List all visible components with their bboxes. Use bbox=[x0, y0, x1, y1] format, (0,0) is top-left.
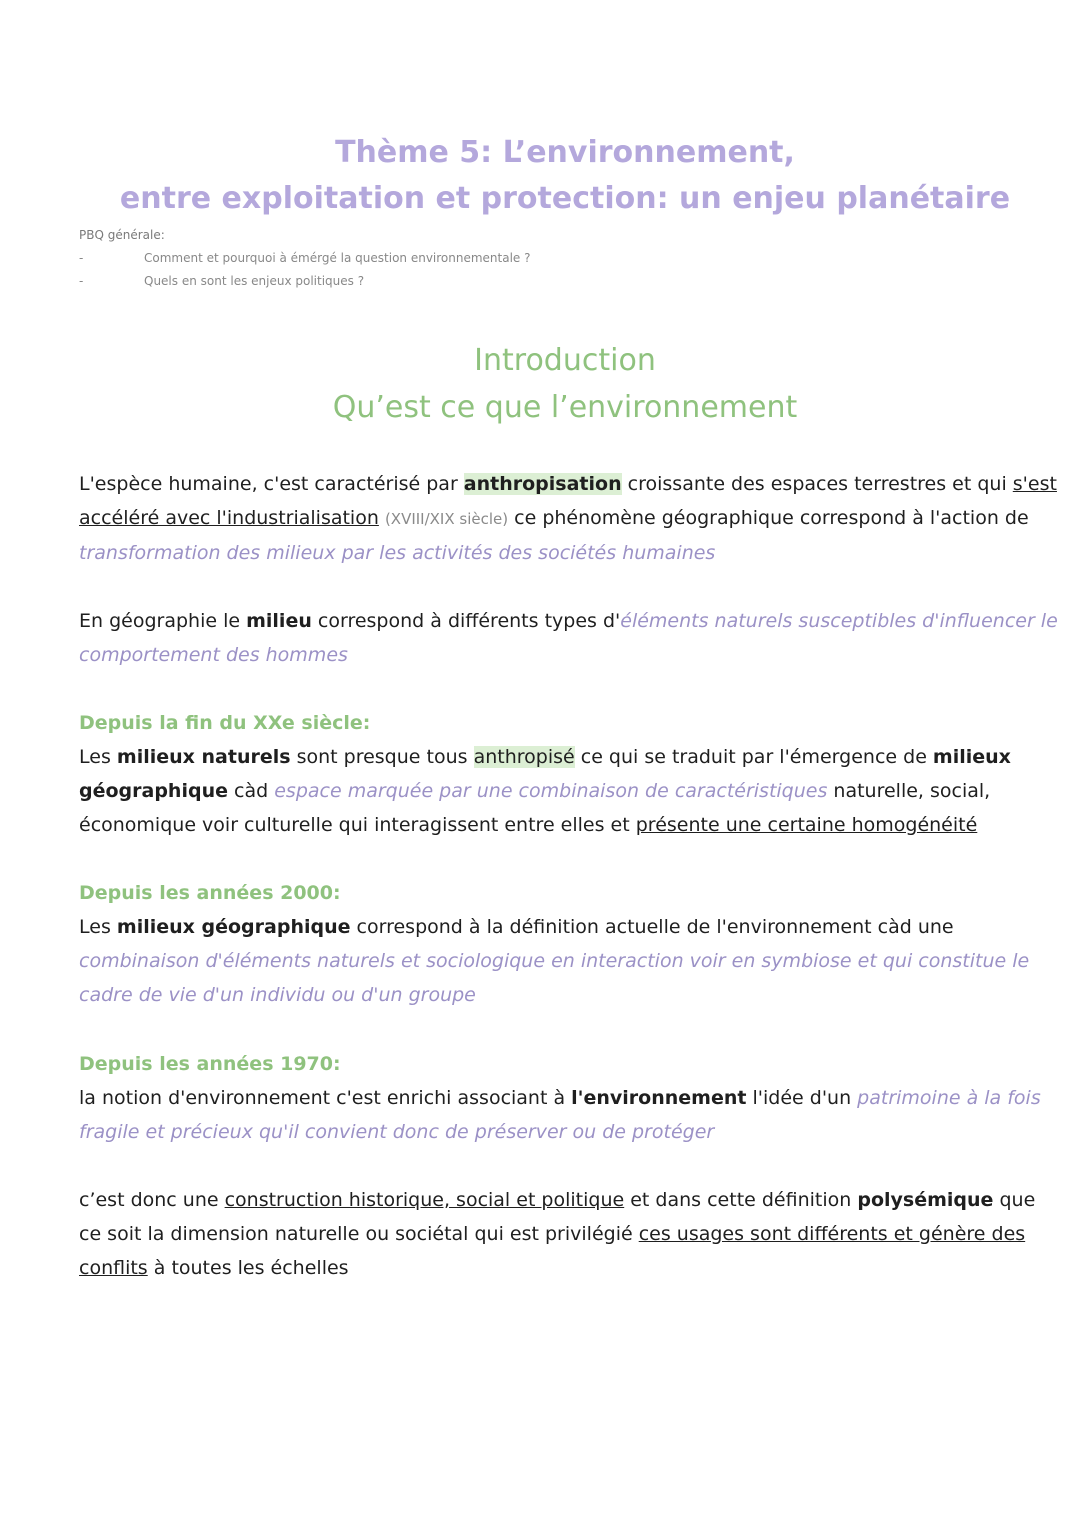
underlined-text: ces usages sont différents et génère des conflits bbox=[79, 1223, 1026, 1279]
section-heading: Depuis les années 2000: bbox=[79, 882, 341, 904]
title-line-2: entre exploitation et protection: un enjeu planétaire bbox=[119, 181, 1011, 216]
pbq-question bbox=[79, 271, 531, 291]
pbq-label: PBQ générale: bbox=[79, 228, 165, 242]
definition-text: patrimoine à la fois fragile et précieux qu'il convient donc de préserver ou de protéger bbox=[79, 1087, 1041, 1143]
key-term: l'environnement bbox=[571, 1087, 747, 1109]
highlight-term: anthropisé bbox=[473, 746, 575, 768]
paragraph-conclusion: c’est donc une construction historique, social et politique et dans cette définition polysémique que ce soit la dimension naturelle ou sociétal qui est privilégié ces usages sont différents et génère des conflits à toutes les échelles bbox=[79, 1189, 1036, 1279]
section-heading: Depuis les années 1970: bbox=[79, 1053, 341, 1075]
section-1970 bbox=[79, 1047, 1059, 1149]
section-body: la notion d'environnement c'est enrichi associant à l'environnement l'idée d'un patrimoine à la fois fragile et précieux qu'il convient donc de préserver ou de protéger bbox=[79, 1087, 1041, 1143]
key-term: milieux naturels bbox=[116, 746, 291, 768]
underlined-text: construction historique, social et politique bbox=[224, 1189, 625, 1211]
pbq-question-text: Comment et pourquoi à émérgé la question environnementale ? bbox=[144, 251, 531, 265]
section-fin-xxe bbox=[79, 706, 1059, 842]
paragraph-anthropisation: L'espèce humaine, c'est caractérisé par anthropisation croissante des espaces terrestres et qui s'est accéléré avec l'industrialisation (XVIII/XIX siècle) ce phénomène géographique correspond à l'action de transformation des milieux par les activités des sociétés humaines bbox=[79, 473, 1057, 564]
section-2000 bbox=[79, 876, 1059, 1012]
bullet-dash: - bbox=[79, 251, 84, 265]
intro-heading: Introduction bbox=[474, 343, 656, 378]
underlined-text: présente une certaine homogénéité bbox=[635, 814, 978, 836]
section-body: Les milieux naturels sont presque tous anthropisé ce qui se traduit par l'émergence de milieux géographique càd espace marquée par une combinaison de caractéristiques naturelle, social, économique voir culturelle qui interagissent entre elles et présente une certaine homogénéité bbox=[79, 746, 1011, 836]
underlined-text: s'est accéléré avec l'industrialisation bbox=[79, 473, 1057, 529]
intro-subheading: Qu’est ce que l’environnement bbox=[332, 390, 798, 425]
definition-text: espace marquée par une combinaison de caractéristiques bbox=[274, 780, 828, 802]
section-body: Les milieux géographique correspond à la définition actuelle de l'environnement càd une combinaison d'éléments naturels et sociologique en interaction voir en symbiose et qui constitue le cadre de vie d'un individu ou d'un groupe bbox=[79, 916, 1030, 1006]
definition-text: transformation des milieux par les activités des sociétés humaines bbox=[79, 542, 716, 564]
pbq-question bbox=[79, 248, 531, 268]
title-line-1: Thème 5: L’environnement, bbox=[335, 135, 795, 170]
key-term: polysémique bbox=[857, 1189, 994, 1211]
pbq-question-text: Quels en sont les enjeux politiques ? bbox=[144, 274, 365, 288]
paragraph-milieu: En géographie le milieu correspond à différents types d'éléments naturels susceptibles d'influencer le comportement des hommes bbox=[79, 610, 1058, 666]
definition-text: éléments naturels susceptibles d'influencer le comportement des hommes bbox=[79, 610, 1058, 666]
highlight-term: anthropisation bbox=[463, 473, 622, 495]
pbq-block bbox=[79, 225, 531, 291]
bullet-dash: - bbox=[79, 274, 84, 288]
key-term: milieux géographique bbox=[79, 746, 1011, 802]
key-term: milieu bbox=[246, 610, 312, 632]
definition-text: combinaison d'éléments naturels et sociologique en interaction voir en symbiose et qui constitue le cadre de vie d'un individu ou d'un groupe bbox=[79, 950, 1030, 1006]
key-term: milieux géographique bbox=[116, 916, 351, 938]
section-heading: Depuis la fin du XXe siècle: bbox=[79, 712, 371, 734]
